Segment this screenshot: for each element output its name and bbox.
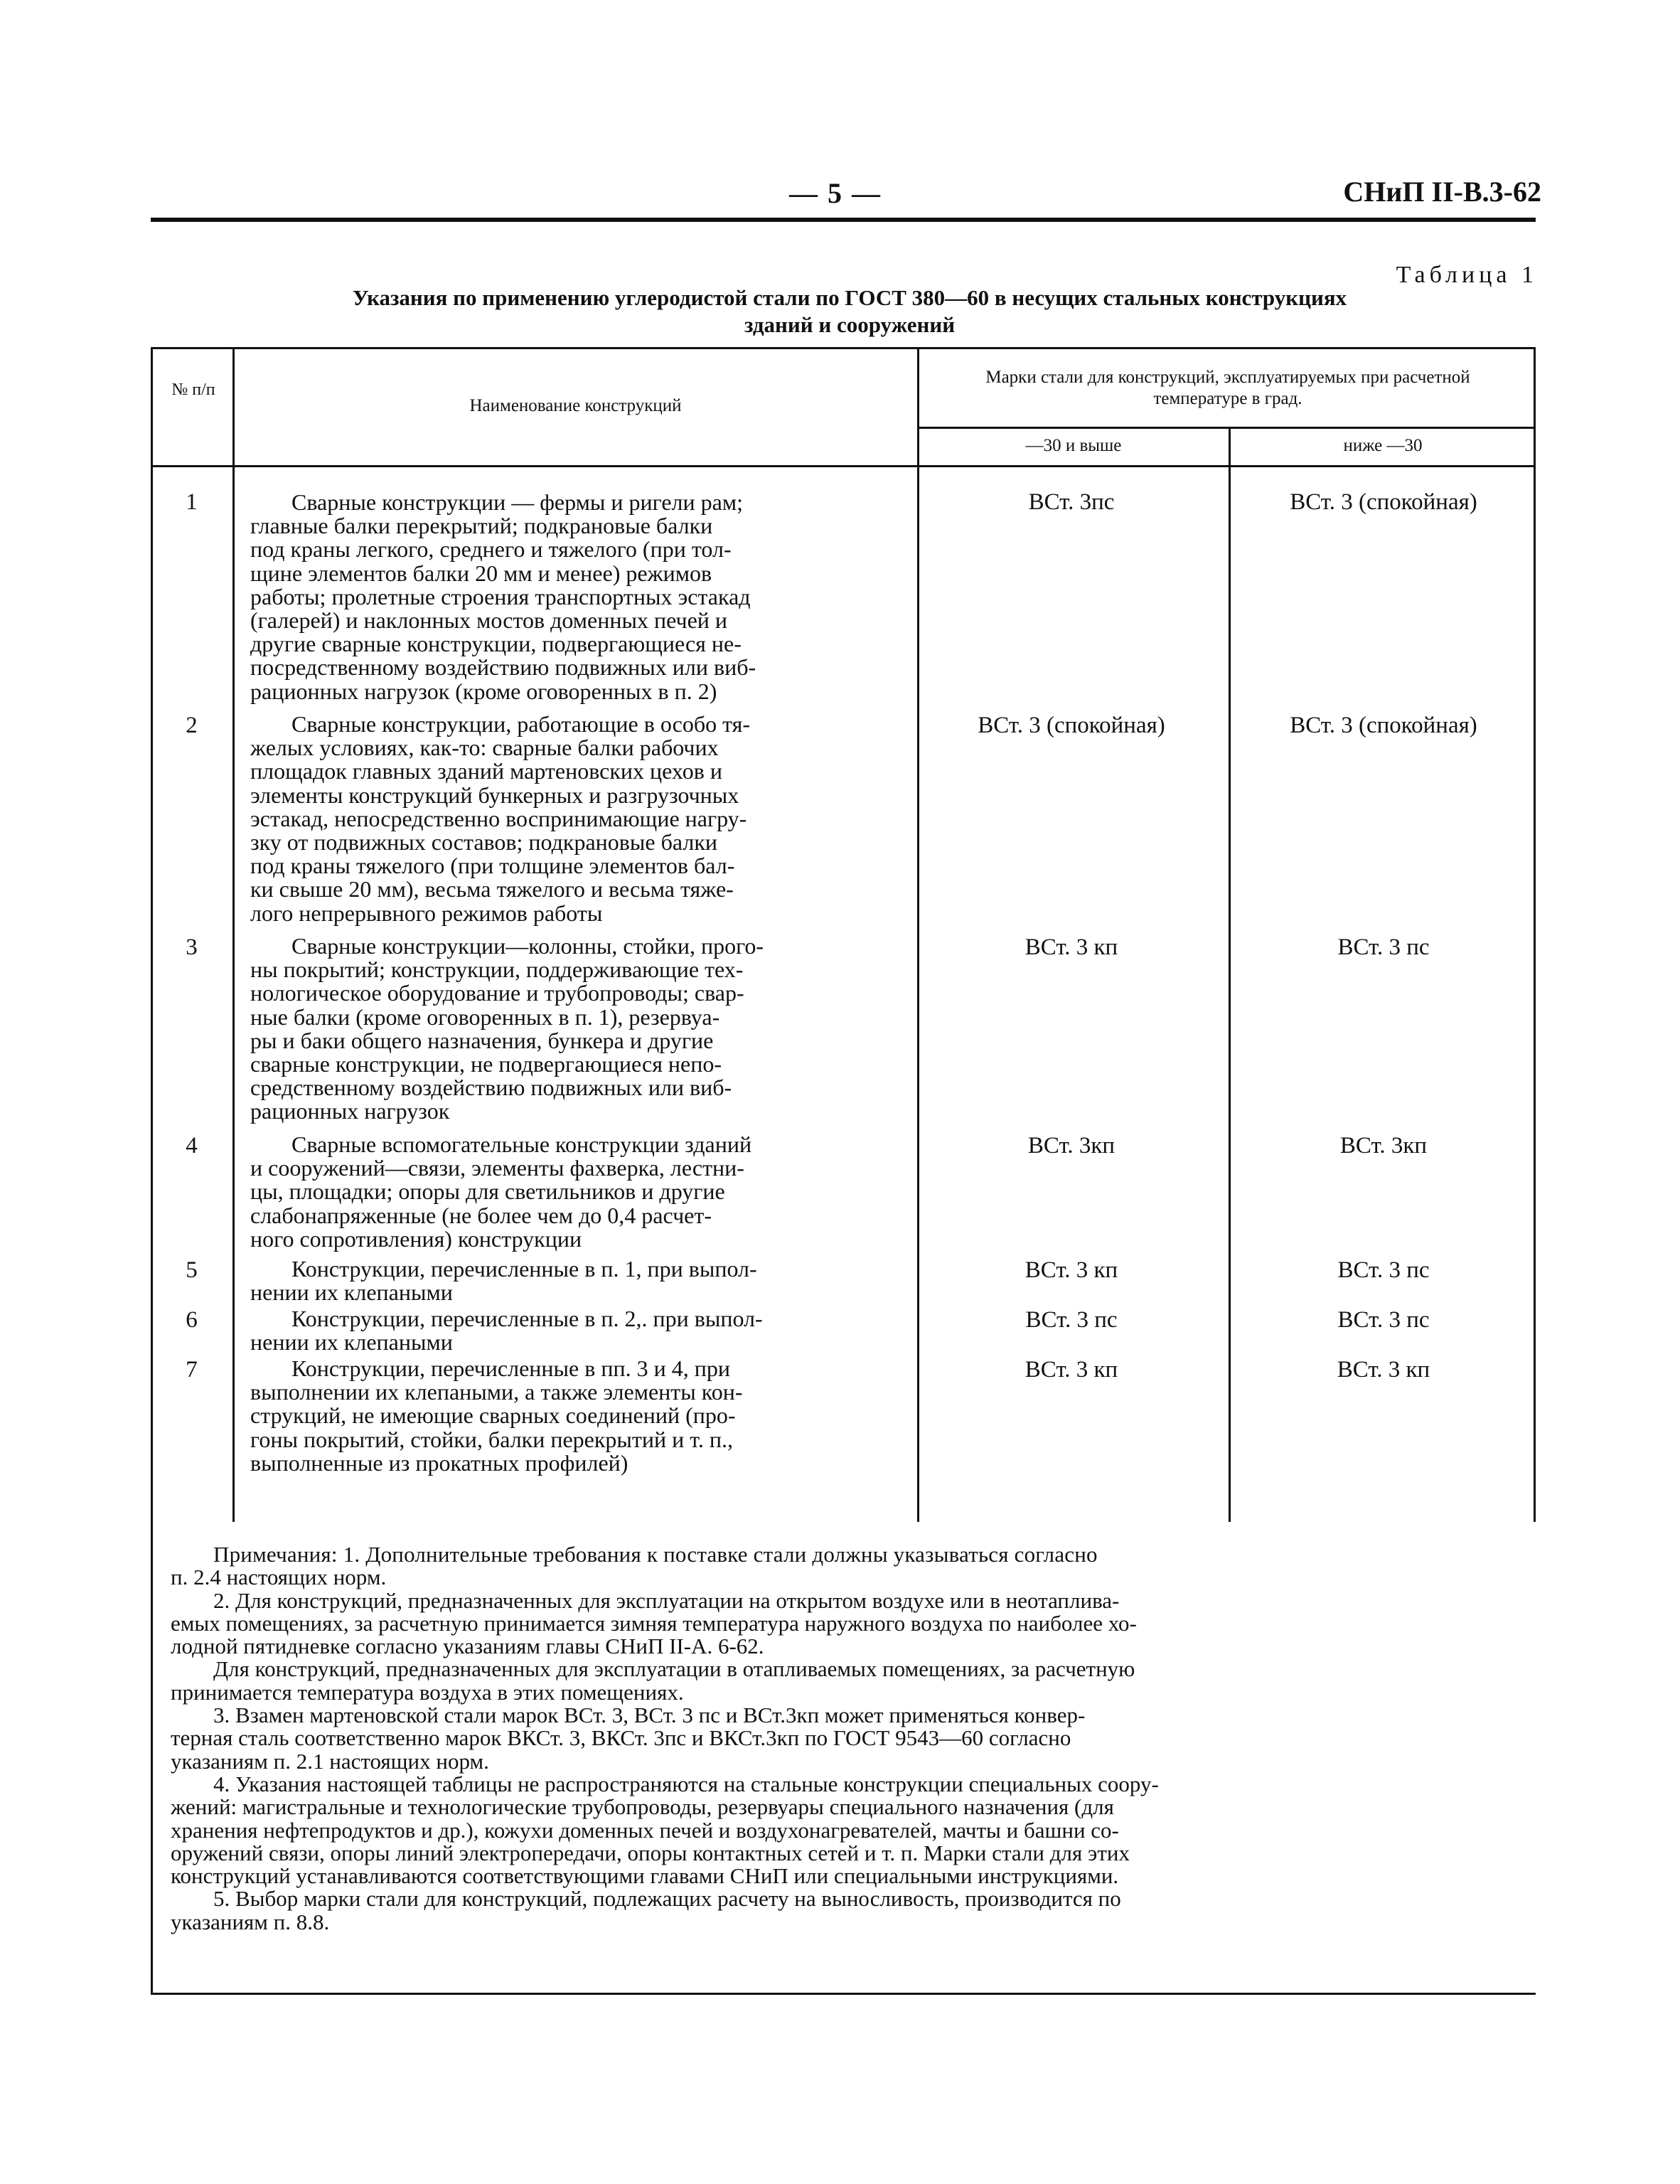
row-line: ки свыше 20 мм), весьма тяжелого и весьма тяже- [250, 876, 734, 902]
row-grade-a: ВСт. 3кп [1027, 1133, 1115, 1158]
row-line: ного сопротивления) конструкции [250, 1225, 582, 1252]
note-line: Для конструкций, предназначенных для эксплуатации в отапливаемых помещениях, за расчетную [213, 1656, 1135, 1682]
row-line: (галерей) и наклонных мостов доменных печей и [250, 607, 728, 634]
note-line: 2. Для конструкций, предназначенных для эксплуатации на открытом воздухе или в неотаплива- [213, 1587, 1120, 1613]
note-line: Примечания: 1. Дополнительные требования к поставке стали должны указываться согласно [213, 1542, 1098, 1567]
row-number: 3 [186, 934, 198, 960]
row-line: гоны покрытий, стойки, балки перекрытий и т. п., [250, 1426, 733, 1452]
row-line: струкций, не имеющие сварных соединений (про- [250, 1402, 736, 1429]
row-grade-a: ВСт. 3пс [1028, 489, 1115, 515]
table-title-line: зданий и сооружений [744, 312, 956, 337]
row-grade-a: ВСт. 3 (спокойная) [978, 713, 1165, 738]
row-name [250, 1307, 913, 1354]
document-code: СНиП II-В.3-62 [1343, 176, 1541, 208]
row-grade-a: ВСт. 3 кп [1024, 1257, 1118, 1283]
note-line: 4. Указания настоящей таблицы не распространяются на стальные конструкции специальных соору- [213, 1771, 1159, 1796]
row-grade-b: ВСт. 3 (спокойная) [1290, 489, 1477, 515]
col-rule-1 [232, 347, 235, 1522]
row-line: сварные конструкции, не подвергающиеся непо- [250, 1051, 722, 1077]
row-line: Сварные вспомогательные конструкции зданий [291, 1131, 752, 1157]
header-bottom-rule [151, 465, 1536, 467]
notes-left-rule [151, 1522, 153, 1995]
table-top-rule [151, 347, 1536, 349]
row-name [250, 491, 913, 703]
note-line: п. 2.4 настоящих норм. [171, 1565, 387, 1590]
row-line: нологическое оборудование и трубопроводы; свар- [250, 980, 744, 1006]
row-line: работы; пролетные строения транспортных эстакад [250, 583, 751, 609]
note-line: хранения нефтепродуктов и др.), кожухи доменных печей и воздухонагревателей, мачты и башни со- [171, 1817, 1119, 1843]
row-grade-b: ВСт. 3кп [1339, 1133, 1428, 1158]
table-title-line: Указания по применению углеродистой стали по ГОСТ 380—60 в несущих стальных конструкциях [352, 285, 1347, 310]
row-line: элементы конструкций бункерных и разгрузочных [250, 782, 739, 808]
row-grade-b: ВСт. 3 пс [1337, 1307, 1430, 1333]
row-line: Конструкции, перечисленные в п. 1, при выпол- [291, 1256, 757, 1282]
row-number: 5 [186, 1257, 198, 1283]
bottom-rule [151, 1993, 1536, 1995]
row-line: Сварные конструкции—колонны, стойки, прого- [291, 933, 764, 959]
row-line: Сварные конструкции — фермы и ригели рам; [291, 489, 743, 515]
table-title [213, 284, 1486, 339]
row-grade-a: ВСт. 3 кп [1024, 1357, 1118, 1383]
note-line: 5. Выбор марки стали для конструкций, подлежащих расчету на выносливость, производится по [213, 1886, 1121, 1912]
note-line: конструкций устанавливаются соответствующими главами СНиП или специальными инструкциями. [171, 1863, 1119, 1889]
row-line: посредственному воздействию подвижных или виб- [250, 654, 756, 681]
row-line: эстакад, непосредственно воспринимающие нагру- [250, 805, 747, 831]
header-col-b: ниже —30 [1343, 436, 1423, 455]
note-line: емых помещениях, за расчетную принимается зимняя температура наружного воздуха по наиболее хо- [171, 1610, 1137, 1636]
row-line: ные балки (кроме оговоренных в п. 1), резервуа- [250, 1003, 720, 1030]
row-line: главные балки перекрытий; подкрановые балки [250, 513, 713, 539]
steel-grades-table [151, 347, 1536, 1522]
row-line: желых условиях, как-то: сварные балки рабочих [250, 735, 719, 761]
page-number: — 5 — [789, 177, 882, 209]
header-num: № п/п [171, 380, 215, 399]
row-line: слабонапряженные (не более чем до 0,4 расчет- [250, 1202, 712, 1228]
row-name [250, 934, 913, 1124]
row-line: под краны тяжелого (при толщине элементов бал- [250, 853, 735, 879]
row-line: Конструкции, перечисленные в пп. 3 и 4, при [291, 1355, 730, 1381]
row-line: щине элементов балки 20 мм и менее) режимов [250, 560, 712, 586]
row-name [250, 1357, 913, 1475]
row-line: и сооружений—связи, элементы фахверка, лестни- [250, 1155, 744, 1181]
header-rule [151, 218, 1536, 222]
row-line: другие сварные конструкции, подвергающиеся не- [250, 631, 742, 657]
row-grade-b: ВСт. 3 пс [1337, 934, 1430, 960]
row-grade-a: ВСт. 3 кп [1024, 934, 1118, 960]
table-label: Таблица 1 [1396, 262, 1538, 288]
row-line: ры и баки общего назначения, бункера и другие [250, 1027, 714, 1053]
row-grade-b: ВСт. 3 кп [1337, 1357, 1430, 1383]
row-line: цы, площадки; опоры для светильников и другие [250, 1178, 725, 1205]
row-line: нении их клепаными [250, 1279, 453, 1306]
note-line: лодной пятидневке согласно указаниям главы СНиП II-А. 6-62. [171, 1634, 764, 1659]
row-line: Конструкции, перечисленные в п. 2,. при выпол- [291, 1306, 763, 1331]
row-line: лого непрерывного режимов работы [250, 900, 603, 926]
row-grade-a: ВСт. 3 пс [1025, 1307, 1118, 1333]
row-line: ны покрытий; конструкции, поддерживающие тех- [250, 957, 744, 983]
note-line: оружений связи, опоры линий электропередачи, опоры контактных сетей и т. п. Марки стали для этих [171, 1840, 1130, 1865]
row-grade-b: ВСт. 3 пс [1337, 1257, 1430, 1283]
table-notes [171, 1543, 1521, 1934]
row-line: нении их клепаными [250, 1329, 453, 1355]
row-line: рационных нагрузок (кроме оговоренных в п. 2) [250, 678, 717, 704]
row-line: зку от подвижных составов; подкрановые балки [250, 829, 717, 856]
col-rule-3 [1229, 427, 1231, 1522]
note-line: терная сталь соответственно марок ВКСт. 3, ВКСт. 3пс и ВКСт.3кп по ГОСТ 9543—60 согласно [171, 1725, 1071, 1751]
row-line: Сварные конструкции, работающие в особо тя- [291, 711, 751, 737]
row-name [250, 1257, 913, 1304]
row-line: рационных нагрузок [250, 1098, 450, 1124]
header-grades: Марки стали для конструкций, эксплуатируемых при расчетной температуре в град. [985, 368, 1470, 408]
row-line: выполненные из прокатных профилей) [250, 1449, 628, 1476]
header-name: Наименование конструкций [469, 396, 682, 415]
note-line: жений: магистральные и технологические трубопроводы, резервуары специального назначения (для [171, 1794, 1114, 1820]
header-col-a: —30 и выше [1025, 436, 1122, 455]
note-line: принимается температура воздуха в этих помещениях. [171, 1679, 684, 1705]
row-number: 7 [186, 1357, 198, 1383]
row-line: площадок главных зданий мартеновских цехов и [250, 758, 722, 784]
row-grade-b: ВСт. 3 (спокойная) [1290, 713, 1477, 738]
row-line: выполнении их клепаными, а также элементы кон- [250, 1379, 743, 1405]
row-number: 2 [186, 713, 198, 738]
row-number: 6 [186, 1307, 198, 1333]
row-line: средственному воздействию подвижных или виб- [250, 1075, 732, 1101]
row-name [250, 713, 913, 925]
row-line: под краны легкого, среднего и тяжелого (при тол- [250, 536, 732, 563]
row-name [250, 1133, 913, 1251]
row-number: 4 [186, 1133, 198, 1158]
note-line: 3. Взамен мартеновской стали марок ВСт. 3, ВСт. 3 пс и ВСт.3кп может применяться конвер- [213, 1703, 1086, 1728]
note-line: указаниям п. 8.8. [171, 1909, 330, 1934]
grades-sub-rule [919, 427, 1536, 429]
note-line: указаниям п. 2.1 настоящих норм. [171, 1748, 489, 1774]
row-number: 1 [186, 489, 198, 515]
